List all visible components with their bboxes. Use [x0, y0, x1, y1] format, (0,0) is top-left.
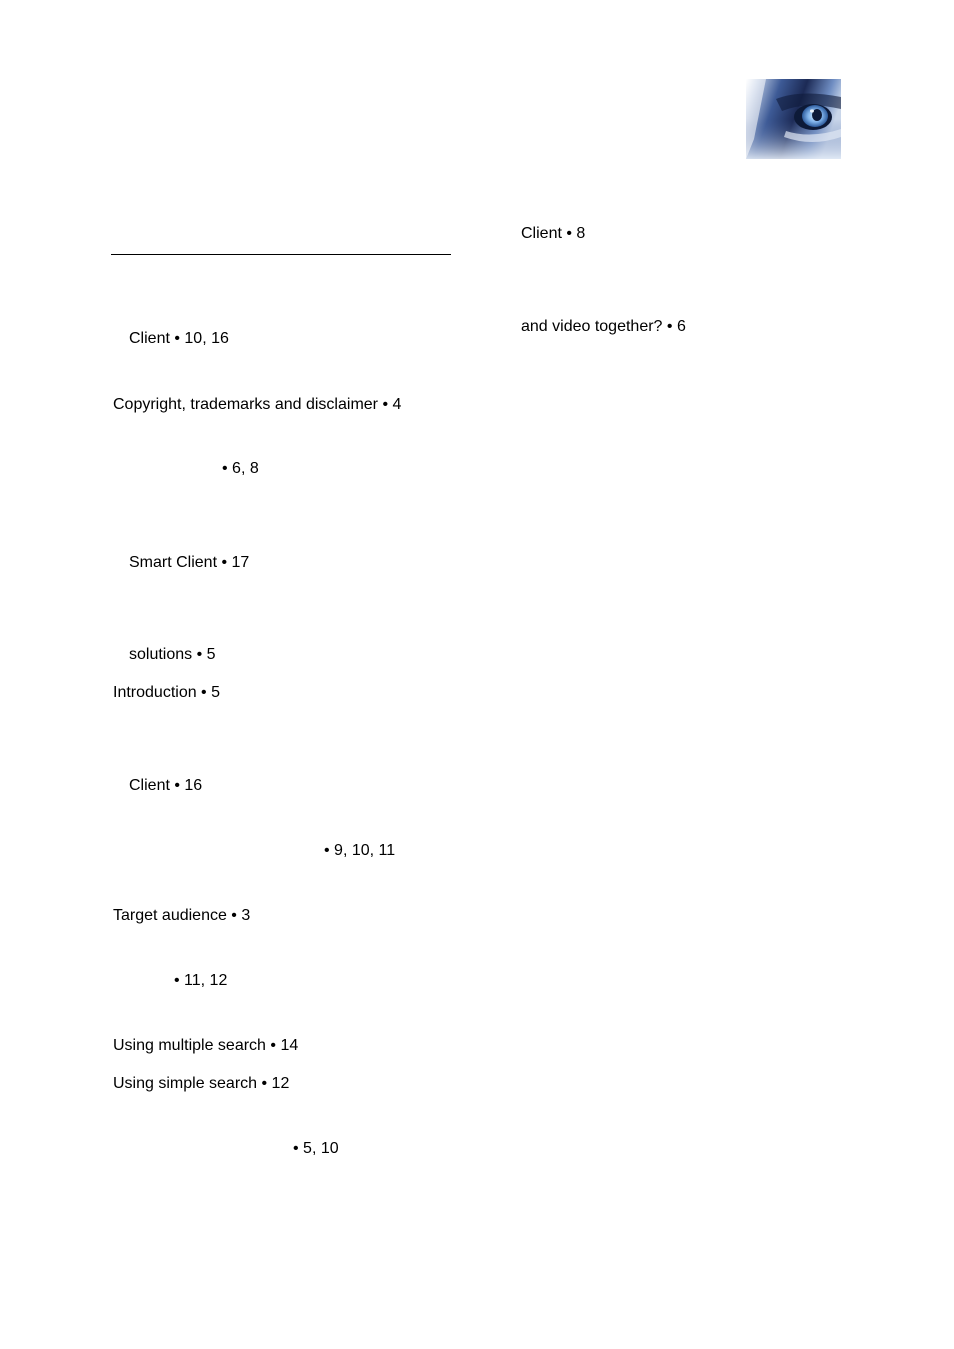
- index-entry: and video together? • 6: [521, 318, 686, 335]
- index-entry: Client • 10, 16: [129, 330, 229, 347]
- index-entry: Using multiple search • 14: [113, 1037, 299, 1054]
- wolf-eye-logo: [746, 79, 841, 159]
- index-entry: • 6, 8: [222, 460, 259, 477]
- index-entry: Target audience • 3: [113, 907, 251, 924]
- index-entry: Copyright, trademarks and disclaimer • 4: [113, 396, 402, 413]
- index-entry: Client • 8: [521, 225, 586, 242]
- wolf-eye-logo-icon: [746, 79, 841, 159]
- index-entry: Smart Client • 17: [129, 554, 250, 571]
- index-entry: • 9, 10, 11: [324, 842, 396, 859]
- index-entry: solutions • 5: [129, 646, 216, 663]
- index-entry: • 11, 12: [174, 972, 228, 989]
- index-entry: Using simple search • 12: [113, 1075, 290, 1092]
- index-rule: [111, 254, 451, 255]
- index-entry: • 5, 10: [293, 1140, 339, 1157]
- index-entry: Client • 16: [129, 777, 203, 794]
- index-entry: Introduction • 5: [113, 684, 220, 701]
